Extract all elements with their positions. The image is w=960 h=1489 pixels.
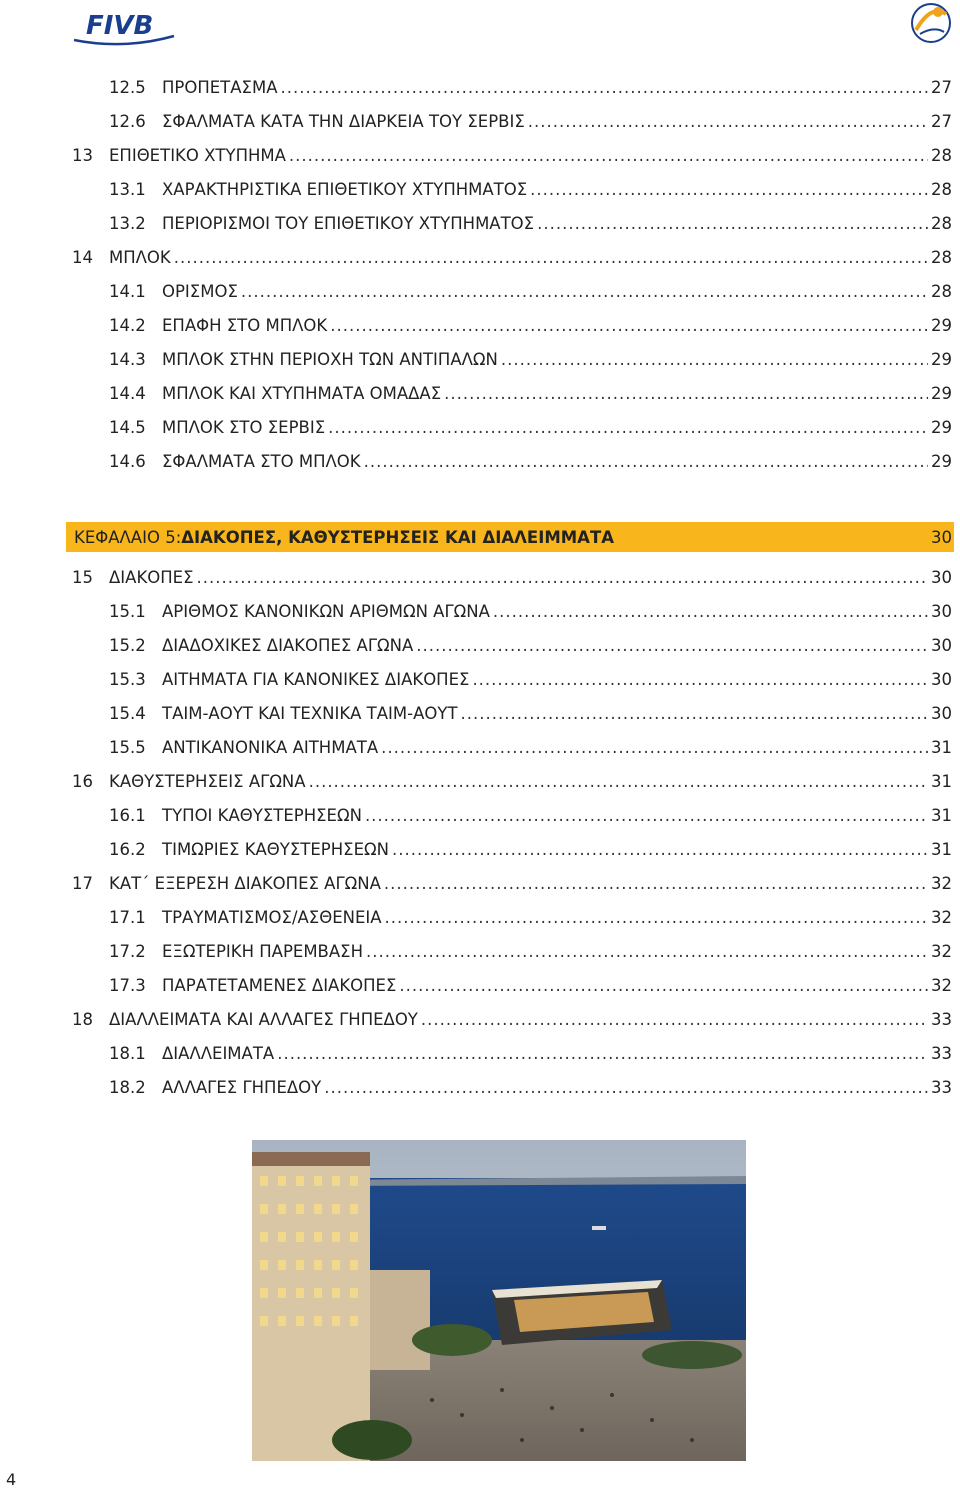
toc-entry-label: ΚΑΤ΄ ΕΞΕΡΕΣΗ ΔΙΑΚΟΠΕΣ ΑΓΩΝΑ — [109, 874, 381, 893]
toc-leader-dots — [197, 568, 928, 587]
toc-entry-number: 14.4 — [109, 384, 146, 403]
toc-entry[interactable] — [72, 874, 952, 898]
toc-entry-label: ΤΥΠΟΙ ΚΑΘΥΣΤΕΡΗΣΕΩΝ — [162, 806, 362, 825]
toc-leader-dots — [366, 942, 928, 961]
toc-entry-page: 28 — [931, 214, 952, 233]
toc-entry-label: ΔΙΑΔΟΧΙΚΕΣ ΔΙΑΚΟΠΕΣ ΑΓΩΝΑ — [162, 636, 414, 655]
toc-entry[interactable] — [109, 316, 952, 340]
toc-entry[interactable] — [109, 418, 952, 442]
toc-entry-label: ΜΠΛΟΚ — [109, 248, 171, 267]
toc-leader-dots — [472, 670, 928, 689]
toc-leader-dots — [277, 1044, 928, 1063]
toc-entry-number: 14.2 — [109, 316, 146, 335]
chapter-page: 30 — [931, 527, 952, 547]
toc-entry-page: 32 — [931, 908, 952, 927]
toc-entry-page: 28 — [931, 282, 952, 301]
toc-entry-page: 30 — [931, 568, 952, 587]
toc-entry-page: 27 — [931, 78, 952, 97]
toc-entry-number: 15.4 — [109, 704, 146, 723]
toc-entry[interactable] — [109, 214, 952, 238]
toc-entry[interactable] — [72, 248, 952, 272]
toc-entry-label: ΚΑΘΥΣΤΕΡΗΣΕΙΣ ΑΓΩΝΑ — [109, 772, 306, 791]
toc-entry-label: ΑΙΤΗΜΑΤΑ ΓΙΑ ΚΑΝΟΝΙΚΕΣ ΔΙΑΚΟΠΕΣ — [162, 670, 470, 689]
toc-entry-label: ΑΛΛΑΓΕΣ ΓΗΠΕΔΟΥ — [162, 1078, 322, 1097]
toc-entry[interactable] — [109, 1078, 952, 1102]
toc-leader-dots — [381, 738, 928, 757]
toc-entry[interactable] — [72, 1010, 952, 1034]
toc-entry[interactable] — [109, 976, 952, 1000]
toc-entry-label: ΜΠΛΟΚ ΣΤΟ ΣΕΡΒΙΣ — [162, 418, 326, 437]
toc-entry-number: 14.3 — [109, 350, 146, 369]
toc-entry-label: ΟΡΙΣΜΟΣ — [162, 282, 238, 301]
toc-leader-dots — [461, 704, 928, 723]
toc-entry[interactable] — [109, 908, 952, 932]
toc-entry[interactable] — [109, 636, 952, 660]
toc-leader-dots — [537, 214, 928, 233]
chapter-heading[interactable] — [66, 522, 954, 552]
toc-entry-page: 33 — [931, 1044, 952, 1063]
toc-entry-label: ΠΑΡΑΤΕΤΑΜΕΝΕΣ ΔΙΑΚΟΠΕΣ — [162, 976, 397, 995]
toc-entry-label: ΧΑΡΑΚΤΗΡΙΣΤΙΚΑ ΕΠΙΘΕΤΙΚΟΥ ΧΤΥΠΗΜΑΤΟΣ — [162, 180, 528, 199]
toc-entry-number: 14.5 — [109, 418, 146, 437]
toc-leader-dots — [364, 452, 928, 471]
toc-entry[interactable] — [109, 78, 952, 102]
toc-entry[interactable] — [109, 112, 952, 136]
toc-entry-page: 28 — [931, 146, 952, 165]
toc-entry-page: 31 — [931, 840, 952, 859]
toc-entry-page: 33 — [931, 1010, 952, 1029]
toc-entry-number: 14.6 — [109, 452, 146, 471]
toc-leader-dots — [416, 636, 928, 655]
toc-leader-dots — [399, 976, 928, 995]
toc-entry-page: 29 — [931, 350, 952, 369]
fivb-logo-text: FIVB — [86, 11, 154, 41]
toc-entry-page: 30 — [931, 636, 952, 655]
toc-entry-label: ΔΙΑΚΟΠΕΣ — [109, 568, 194, 587]
toc-leader-dots — [309, 772, 928, 791]
toc-entry-number: 12.6 — [109, 112, 146, 131]
toc-entry-number: 13.1 — [109, 180, 146, 199]
toc-entry-number: 17 — [72, 874, 93, 893]
toc-entry[interactable] — [109, 670, 952, 694]
toc-entry[interactable] — [109, 738, 952, 762]
toc-entry-page: 32 — [931, 942, 952, 961]
toc-entry-label: ΑΡΙΘΜΟΣ ΚΑΝΟΝΙΚΩΝ ΑΡΙΘΜΩΝ ΑΓΩΝΑ — [162, 602, 490, 621]
toc-entry-number: 17.3 — [109, 976, 146, 995]
toc-entry-page: 31 — [931, 772, 952, 791]
toc-entry-label: ΑΝΤΙΚΑΝΟΝΙΚΑ ΑΙΤΗΜΑΤΑ — [162, 738, 379, 757]
toc-entry-page: 28 — [931, 180, 952, 199]
toc-entry[interactable] — [72, 772, 952, 796]
toc-leader-dots — [174, 248, 928, 267]
toc-entry-number: 15.3 — [109, 670, 146, 689]
toc-leader-dots — [421, 1010, 928, 1029]
toc-entry-page: 28 — [931, 248, 952, 267]
toc-entry-number: 18.1 — [109, 1044, 146, 1063]
toc-leader-dots — [528, 112, 928, 131]
toc-entry[interactable] — [109, 452, 952, 476]
toc-leader-dots — [392, 840, 928, 859]
toc-leader-dots — [289, 146, 928, 165]
toc-entry[interactable] — [72, 568, 952, 592]
toc-entry-page: 32 — [931, 874, 952, 893]
toc-entry-page: 33 — [931, 1078, 952, 1097]
toc-entry-page: 30 — [931, 670, 952, 689]
toc-entry-label: ΔΙΑΛΛΕΙΜΑΤΑ ΚΑΙ ΑΛΛΑΓΕΣ ΓΗΠΕΔΟΥ — [109, 1010, 418, 1029]
toc-entry-number: 18 — [72, 1010, 93, 1029]
toc-entry-number: 15 — [72, 568, 93, 587]
toc-entry-label: ΤΙΜΩΡΙΕΣ ΚΑΘΥΣΤΕΡΗΣΕΩΝ — [162, 840, 389, 859]
toc-entry[interactable] — [109, 384, 952, 408]
waterfront-square-photo — [252, 1140, 746, 1461]
toc-entry-label: ΣΦΑΛΜΑΤΑ ΣΤΟ ΜΠΛΟΚ — [162, 452, 361, 471]
toc-leader-dots — [281, 78, 929, 97]
toc-entry-number: 12.5 — [109, 78, 146, 97]
toc-entry[interactable] — [109, 704, 952, 728]
toc-entry-page: 29 — [931, 384, 952, 403]
toc-entry-page: 30 — [931, 602, 952, 621]
toc-entry[interactable] — [72, 146, 952, 170]
toc-leader-dots — [493, 602, 928, 621]
toc-entry-label: ΕΠΑΦΗ ΣΤΟ ΜΠΛΟΚ — [162, 316, 328, 335]
toc-entry-number: 15.2 — [109, 636, 146, 655]
toc-entry-number: 17.1 — [109, 908, 146, 927]
toc-entry-page: 29 — [931, 418, 952, 437]
toc-entry-page: 31 — [931, 806, 952, 825]
toc-leader-dots — [384, 874, 928, 893]
toc-leader-dots — [365, 806, 928, 825]
toc-entry-page: 27 — [931, 112, 952, 131]
toc-entry-label: ΜΠΛΟΚ ΣΤΗΝ ΠΕΡΙΟΧΗ ΤΩΝ ΑΝΤΙΠΑΛΩΝ — [162, 350, 498, 369]
toc-leader-dots — [530, 180, 928, 199]
toc-entry-number: 16.1 — [109, 806, 146, 825]
toc-entry-label: ΤΑΙΜ-ΑΟΥΤ ΚΑΙ ΤΕΧΝΙΚΑ ΤΑΙΜ-ΑΟΥΤ — [162, 704, 458, 723]
toc-leader-dots — [444, 384, 928, 403]
federation-emblem-icon — [906, 0, 956, 46]
toc-leader-dots — [328, 418, 928, 437]
toc-entry[interactable] — [109, 282, 952, 306]
toc-entry[interactable] — [109, 602, 952, 626]
page-number: 4 — [6, 1470, 17, 1489]
toc-entry-number: 16.2 — [109, 840, 146, 859]
toc-leader-dots — [501, 350, 928, 369]
toc-entry-label: ΤΡΑΥΜΑΤΙΣΜΟΣ/ΑΣΘΕΝΕΙΑ — [162, 908, 382, 927]
toc-leader-dots — [324, 1078, 928, 1097]
toc-entry-number: 13 — [72, 146, 93, 165]
toc-entry-number: 14.1 — [109, 282, 146, 301]
toc-entry-page: 29 — [931, 452, 952, 471]
toc-entry-label: ΕΠΙΘΕΤΙΚΟ ΧΤΥΠΗΜΑ — [109, 146, 286, 165]
toc-entry-page: 31 — [931, 738, 952, 757]
toc-entry-number: 18.2 — [109, 1078, 146, 1097]
toc-entry[interactable] — [109, 1044, 952, 1068]
toc-entry-label: ΕΞΩΤΕΡΙΚΗ ΠΑΡΕΜΒΑΣΗ — [162, 942, 363, 961]
toc-entry-number: 14 — [72, 248, 93, 267]
toc-entry-number: 15.5 — [109, 738, 146, 757]
toc-leader-dots — [241, 282, 928, 301]
toc-entry-label: ΔΙΑΛΛΕΙΜΑΤΑ — [162, 1044, 275, 1063]
toc-entry[interactable] — [109, 942, 952, 966]
toc-entry-page: 32 — [931, 976, 952, 995]
toc-leader-dots — [330, 316, 928, 335]
toc-entry-label: ΣΦΑΛΜΑΤΑ ΚΑΤΑ ΤΗΝ ΔΙΑΡΚΕΙΑ ΤΟΥ ΣΕΡΒΙΣ — [162, 112, 525, 131]
toc-entry-page: 30 — [931, 704, 952, 723]
toc-entry[interactable] — [109, 840, 952, 864]
chapter-prefix: ΚΕΦΑΛΑΙΟ 5: — [74, 527, 182, 547]
toc-leader-dots — [385, 908, 928, 927]
chapter-title: ΔΙΑΚΟΠΕΣ, ΚΑΘΥΣΤΕΡΗΣΕΙΣ ΚΑΙ ΔΙΑΛΕΙΜΜΑΤΑ — [181, 527, 614, 547]
toc-entry[interactable] — [109, 806, 952, 830]
fivb-logo — [72, 6, 176, 48]
toc-entry[interactable] — [109, 180, 952, 204]
toc-entry-number: 13.2 — [109, 214, 146, 233]
toc-entry-number: 16 — [72, 772, 93, 791]
toc-entry-label: ΠΡΟΠΕΤΑΣΜΑ — [162, 78, 278, 97]
toc-entry-label: ΠΕΡΙΟΡΙΣΜΟΙ ΤΟΥ ΕΠΙΘΕΤΙΚΟΥ ΧΤΥΠΗΜΑΤΟΣ — [162, 214, 535, 233]
toc-entry-label: ΜΠΛΟΚ ΚΑΙ ΧΤΥΠΗΜΑΤΑ ΟΜΑΔΑΣ — [162, 384, 442, 403]
toc-entry-number: 17.2 — [109, 942, 146, 961]
toc-entry[interactable] — [109, 350, 952, 374]
toc-entry-number: 15.1 — [109, 602, 146, 621]
toc-entry-page: 29 — [931, 316, 952, 335]
